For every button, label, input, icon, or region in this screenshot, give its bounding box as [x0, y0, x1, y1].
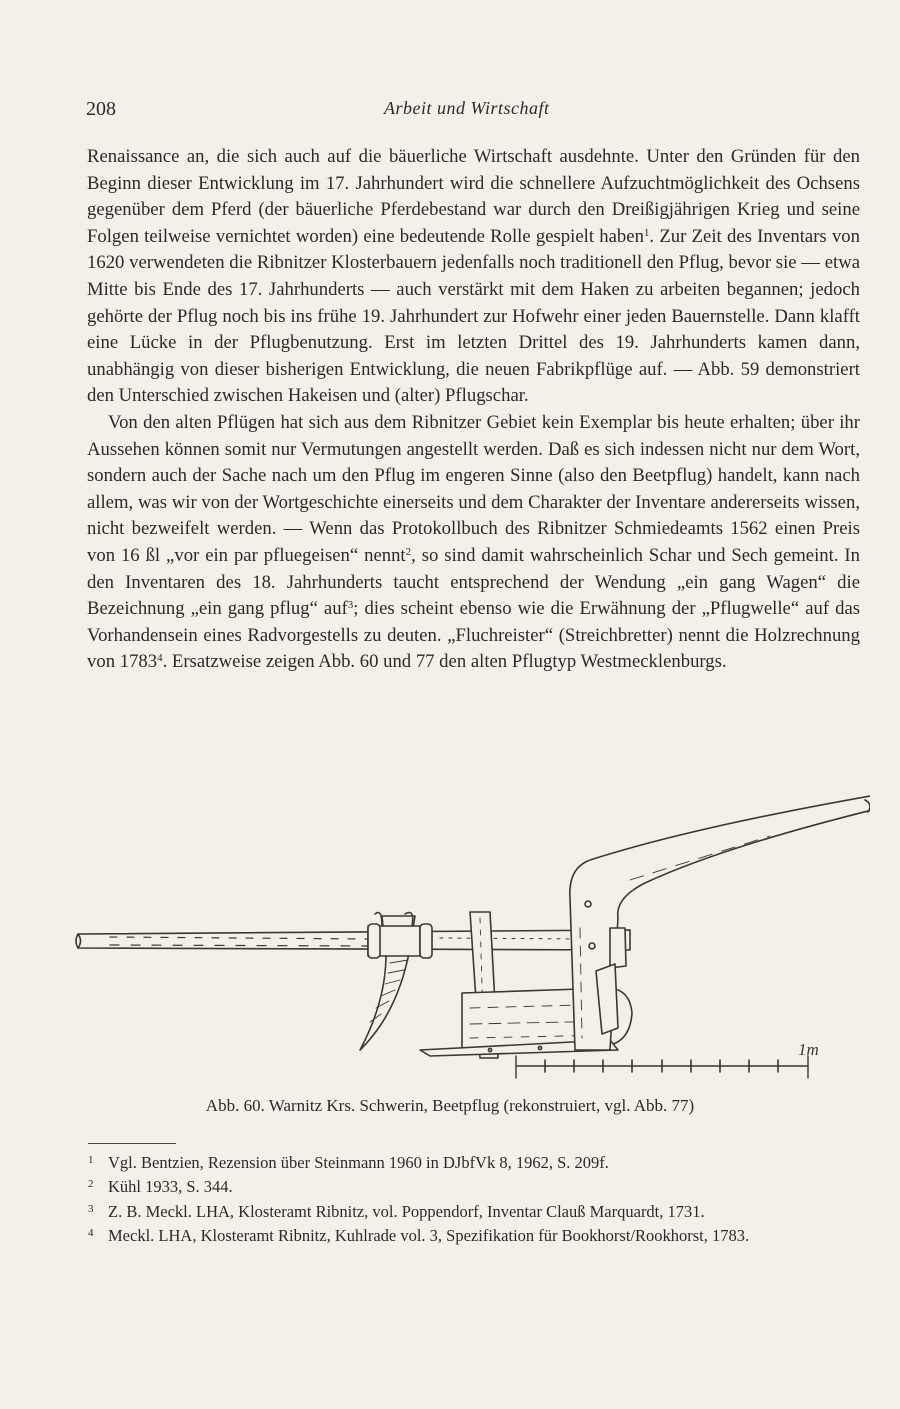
plough-illustration: [70, 788, 870, 1088]
footnote-text: Meckl. LHA, Klosteramt Ribnitz, Kuhlrade vol. 3, Spezifikation für Bookhorst/Rookhorst, 1783.: [108, 1225, 750, 1245]
footnote-divider: [88, 1143, 176, 1144]
scale-label: 1m: [798, 1040, 819, 1059]
footnote-ref-2[interactable]: 2: [405, 545, 412, 558]
footnote-text: Z. B. Meckl. LHA, Klosteramt Ribnitz, vol. Poppendorf, Inventar Clauß Marquardt, 1731.: [108, 1201, 705, 1221]
footnote-ref-1[interactable]: 1: [643, 226, 650, 239]
figure-caption: Abb. 60. Warnitz Krs. Schwerin, Beetpflug (rekonstruiert, vgl. Abb. 77): [205, 1096, 695, 1115]
paragraph-2: Von den alten Pflügen hat sich aus dem Ribnitzer Gebiet kein Exemplar bis heute erhalten; über ihr Aussehen können somit nur Vermutungen angestellt werden. Daß es sich indessen nicht nur dem Wort, sondern auch der Sache nach um den Pflug im engeren Sinne (also den Beetpflug) handelt, kann nach allem, was wir von der Wortgeschichte einerseits und dem Charakter der Inventare andererseits wissen, nicht bezweifelt werden. — Wenn das Protokollbuch des Ribnitzer Schmiedeamts 1562 einen Preis von 16 ßl „vor ein par pfluegeisen“ nennt$^2$, so sind damit wahrscheinlich Schar und Sech gemeint. In den Inventaren des 18. Jahrhunderts taucht entsprechend der Wendung „ein gang Wagen“ die Bezeichnung „ein gang pflug“ auf$^3$; dies scheint ebenso wie die Erwähnung der „Pflugwelle“ auf das Vorhandensein eines Radvorgestells zu deuten. „Fluchreister“ (Streichbretter) nennt die Holzrechnung von 1783$^4$. Ersatzweise zeigen Abb. 60 und 77 den alten Pflugtyp Westmecklenburgs.: [87, 411, 861, 673]
running-head: Arbeit und Wirtschaft: [384, 98, 550, 118]
paragraph-1: Renaissance an, die sich auch auf die bäuerliche Wirtschaft ausdehnte. Unter den Gründen für den Beginn dieser Entwicklung im 17. Jahrhundert wird die schnellere Aufzuchtmöglichkeit des Ochsens gegenüber dem Pferd (der bäuerliche Pferdebestand war durch den Dreißigjährigen Krieg und seine Folgen teilweise vernichtet worden) eine bedeutende Rolle gespielt haben$^1$. Zur Zeit des Inventars von 1620 verwendeten die Ribnitzer Klosterbauern jedenfalls noch traditionell den Pflug, bevor sie — etwa Mitte bis Ende des 17. Jahrhunderts — auch verstärkt mit dem Haken zu arbeiten begannen; jedoch gehörte der Pflug noch bis ins frühe 19. Jahrhundert zur Hofwehr einer jeden Bauernstelle. Dann klafft eine Lücke in der Pflugbenutzung. Erst im letzten Drittel des 19. Jahrhunderts kamen dann, unabhängig von dieser bisherigen Entwicklung, die neuen Fabrikpflüge auf. — Abb. 59 demonstriert den Unterschied zwischen Hakeisen und (alter) Pflugschar.: [87, 146, 860, 407]
footnote-ref-4[interactable]: 4: [157, 652, 163, 665]
footnote-ref-3[interactable]: 3: [347, 599, 354, 612]
footnote-number: 3: [88, 1202, 94, 1215]
footnote-text: Kühl 1933, S. 344.: [108, 1177, 233, 1197]
page-header: [86, 98, 860, 128]
footnote-number: 2: [88, 1178, 94, 1191]
page-number: 208: [86, 98, 116, 120]
footnote-text: Vgl. Bentzien, Rezension über Steinmann 1960 in DJbfVk 8, 1962, S. 209f.: [108, 1153, 609, 1172]
body-text: [87, 144, 860, 676]
footnote-1: [88, 1151, 860, 1175]
footnote-number: 4: [88, 1226, 94, 1239]
footnotes: [88, 1151, 860, 1248]
plough-figure: [70, 788, 870, 1088]
footnote-4: [88, 1224, 860, 1248]
footnote-3: [88, 1200, 860, 1224]
footnote-number: 1: [88, 1154, 94, 1166]
footnote-2: [88, 1175, 860, 1199]
